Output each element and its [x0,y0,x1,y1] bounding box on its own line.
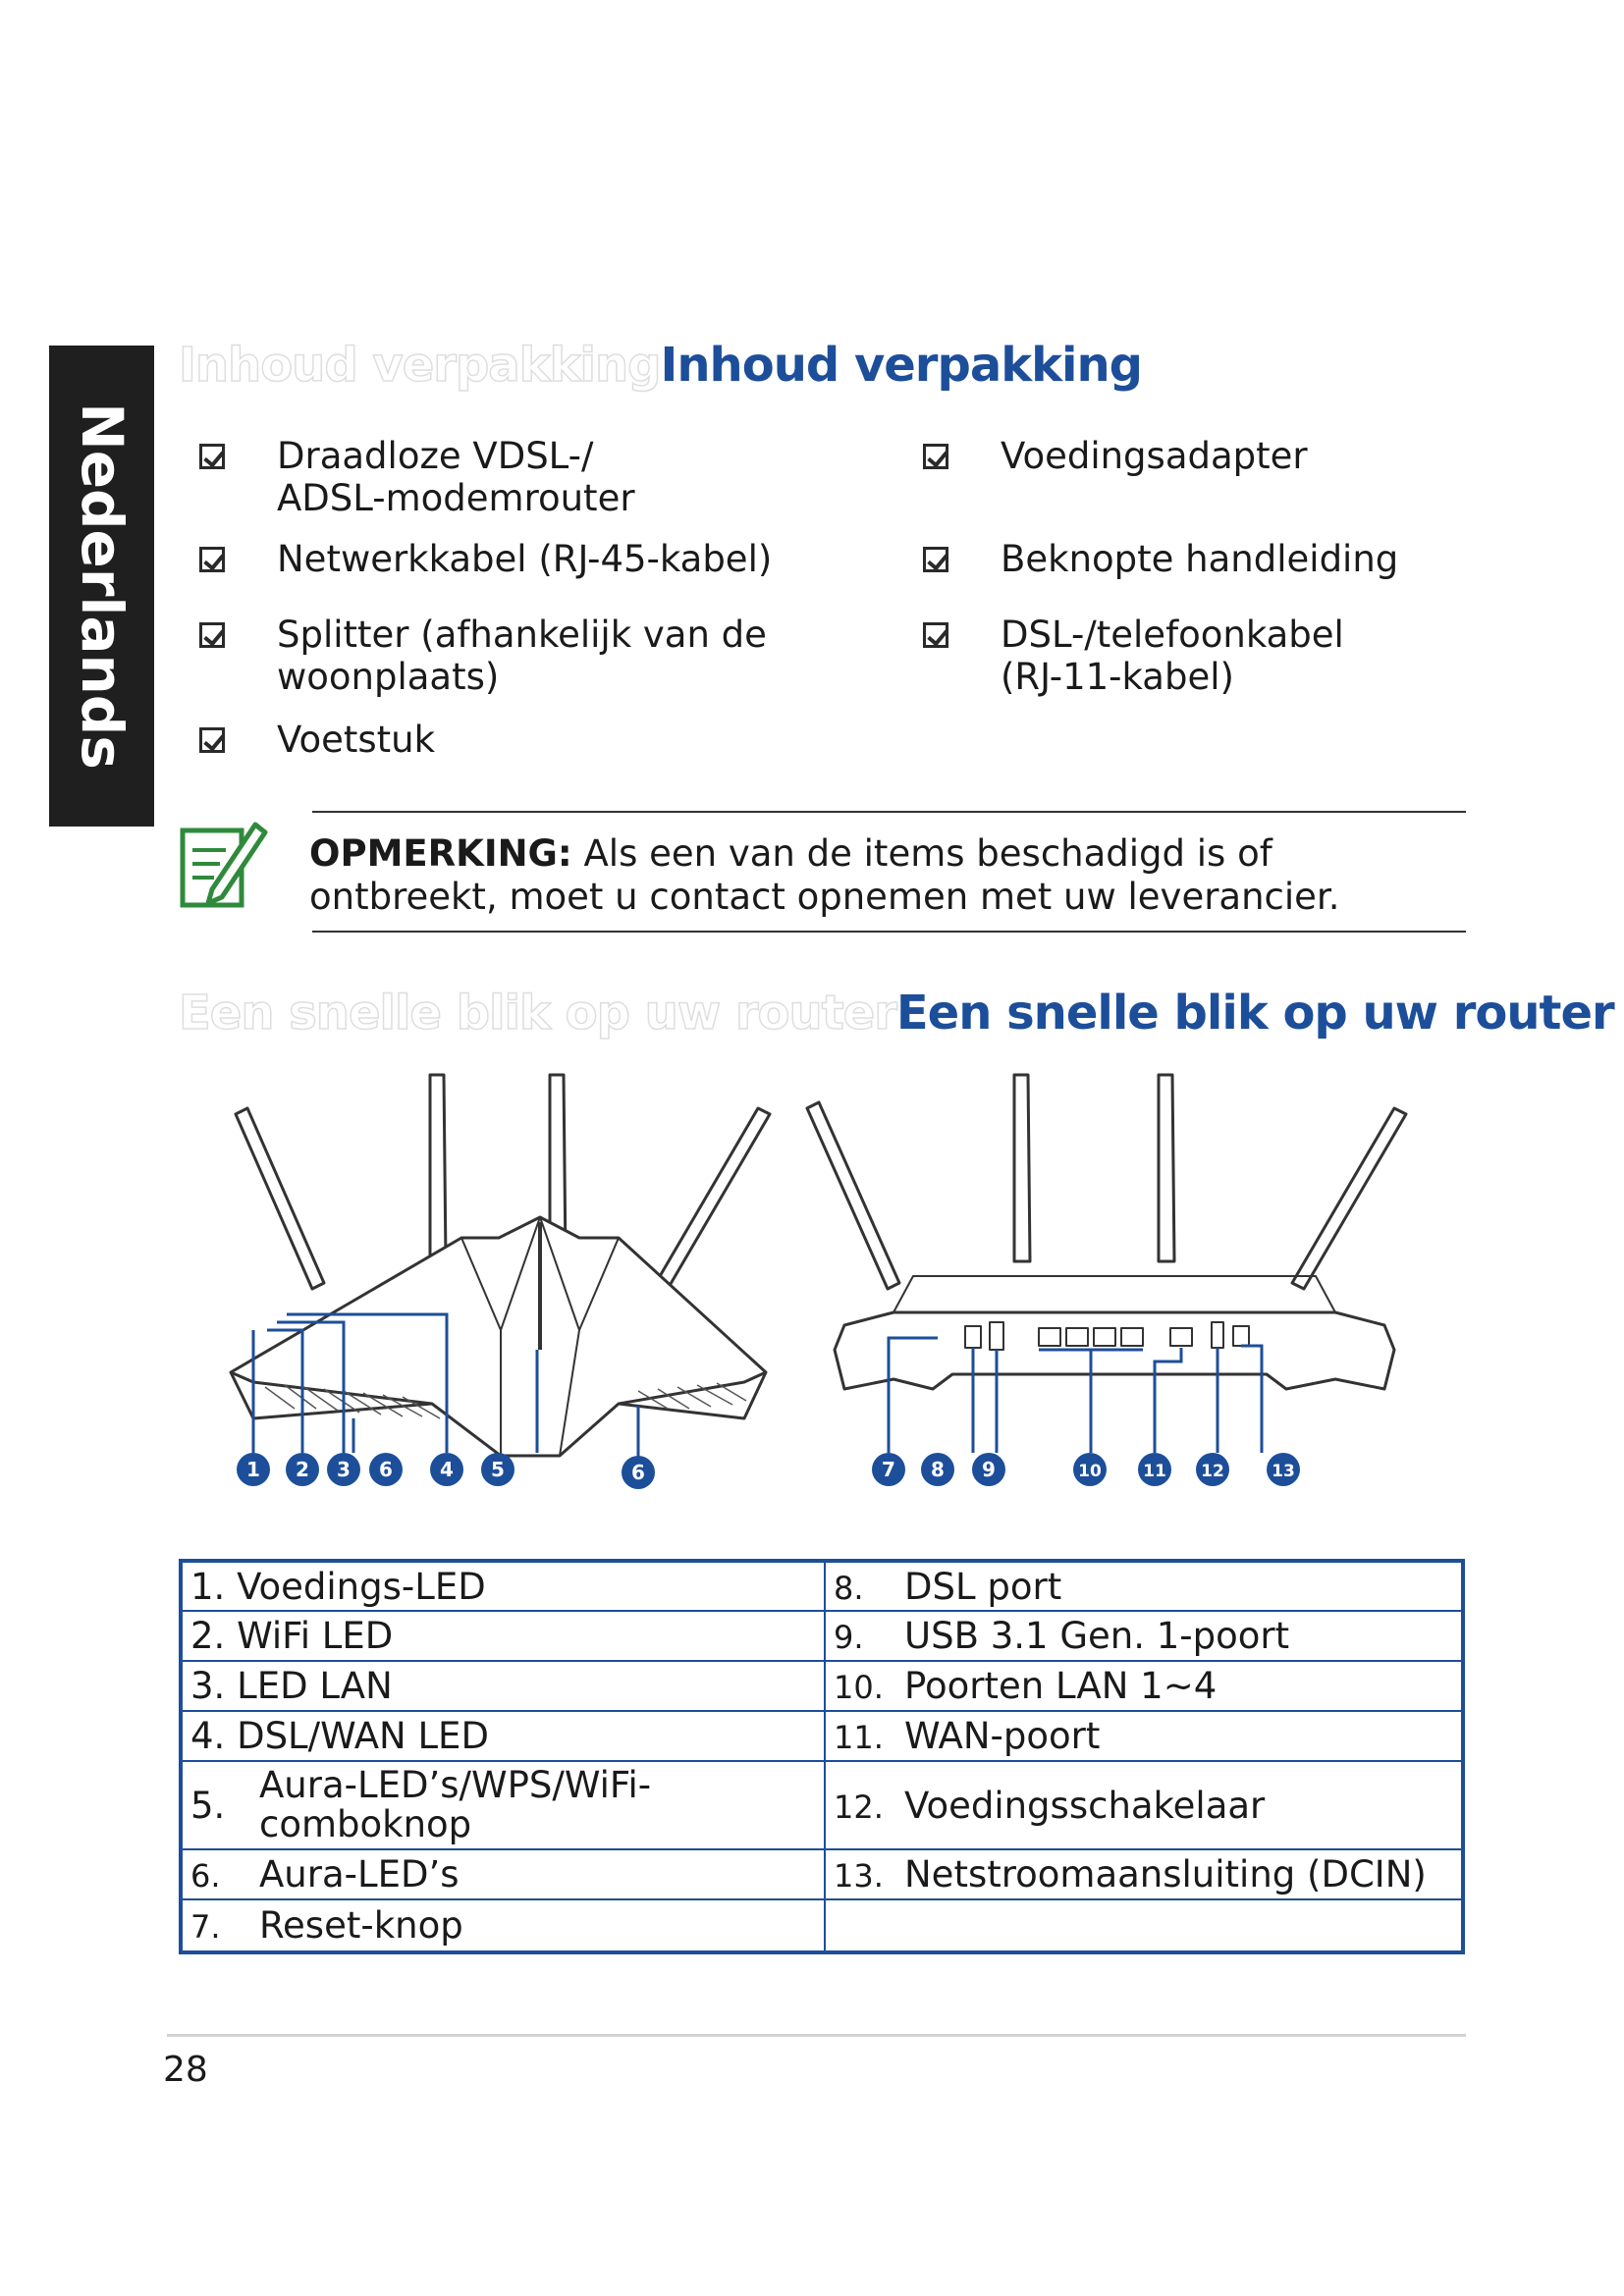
table-row [181,1561,1463,1611]
table-cell: 5. Aura-LED’s/WPS/WiFi- comboknop [181,1761,825,1849]
router-diagram [206,1065,1434,1517]
package-item-label: Splitter (afhankelijk van de woonplaats) [277,614,767,698]
table-row [181,1611,1463,1661]
callout-badge [972,1453,1005,1486]
checked-box-icon [199,547,225,572]
checked-box-icon [199,622,225,648]
table-cell: 13. Netstroomaansluiting (DCIN) [825,1849,1463,1899]
router-rear-view [807,1075,1406,1389]
package-item [923,435,1308,477]
package-item-label: Voetstuk [277,719,436,761]
note-label: OPMERKING: [309,832,572,875]
table-cell: 12. Voedingsschakelaar [825,1761,1463,1849]
antenna [430,1075,446,1261]
callout-badge [1138,1453,1171,1486]
table-cell: 4. DSL/WAN LED [181,1711,825,1761]
table-cell: 9. USB 3.1 Gen. 1-poort [825,1611,1463,1661]
svg-text:5: 5 [491,1458,505,1481]
heading-text: Een snelle blik op uw router [895,986,1614,1041]
checked-box-icon [199,444,225,469]
callout-badge [369,1453,403,1486]
footer-divider [167,2034,1466,2037]
package-item-label: DSL-/telefoonkabel (RJ-11-kabel) [1001,614,1344,698]
page-number: 28 [163,2050,208,2090]
note-divider-bottom [312,931,1466,933]
checked-box-icon [923,547,948,572]
table-cell [825,1899,1463,1952]
antenna [656,1108,770,1289]
note-divider-top [312,811,1466,813]
callout-badge [327,1453,360,1486]
antenna [1014,1075,1030,1261]
callout-badges [237,1453,1300,1489]
table-cell: 7. Reset-knop [181,1899,825,1952]
callout-badge [1267,1453,1300,1486]
table-row [181,1899,1463,1952]
callout-badge [872,1453,905,1486]
svg-text:3: 3 [337,1458,351,1481]
component-table [179,1559,1465,1954]
svg-text:1: 1 [246,1458,260,1481]
heading-ghost-text: Inhoud verpakking [179,338,661,393]
svg-text:7: 7 [882,1458,895,1481]
package-item-label: Beknopte handleiding [1001,538,1399,580]
table-cell: 11. WAN-poort [825,1711,1463,1761]
table-row [181,1849,1463,1899]
package-item-label: Draadloze VDSL-/ ADSL-modemrouter [277,435,635,519]
table-row [181,1711,1463,1761]
package-item [923,538,1398,580]
svg-text:10: 10 [1078,1462,1102,1481]
antenna [1159,1075,1174,1261]
note-body: Als een van de items beschadigd is of ontbreekt, moet u contact opnemen met uw leverancier. [309,832,1340,918]
table-cell: 1. Voedings-LED [181,1561,825,1611]
antenna [1292,1108,1406,1289]
table-cell: 3. LED LAN [181,1661,825,1711]
svg-text:11: 11 [1143,1462,1166,1481]
callout-badge [1073,1453,1107,1486]
svg-text:6: 6 [379,1458,393,1481]
callout-badge [430,1453,463,1486]
svg-text:4: 4 [440,1458,454,1481]
checked-box-icon [199,727,225,753]
section-heading-overview [179,986,1614,1041]
package-item [199,538,772,580]
table-row [181,1661,1463,1711]
svg-text:13: 13 [1272,1462,1295,1481]
svg-text:9: 9 [982,1458,996,1481]
callout-badge [622,1456,655,1489]
side-tab-label: Nederlands [68,402,135,770]
callout-badge [237,1453,270,1486]
package-item [199,435,635,519]
callout-badge [286,1453,319,1486]
package-item [923,614,1344,698]
note-text [309,832,1468,919]
antenna [236,1108,324,1289]
antenna [807,1102,899,1289]
svg-text:12: 12 [1201,1462,1224,1481]
table-cell: 2. WiFi LED [181,1611,825,1661]
section-heading-contents [179,338,1143,393]
callout-badge [921,1453,954,1486]
heading-ghost-text: Een snelle blik op uw router [179,986,896,1041]
checked-box-icon [923,444,948,469]
callout-badge [481,1453,514,1486]
package-item-label: Voedingsadapter [1001,435,1308,477]
package-item-label: Netwerkkabel (RJ-45-kabel) [277,538,773,580]
language-side-tab [49,346,154,827]
checked-box-icon [923,622,948,648]
table-row [181,1761,1463,1849]
package-item [199,614,767,698]
table-cell: 8. DSL port [825,1561,1463,1611]
callout-badge [1196,1453,1229,1486]
svg-text:6: 6 [631,1461,645,1484]
router-front-view [231,1075,770,1456]
note-pencil-icon [177,817,269,911]
table-cell: 6. Aura-LED’s [181,1849,825,1899]
heading-text: Inhoud verpakking [660,338,1143,393]
table-cell: 10. Poorten LAN 1~4 [825,1661,1463,1711]
svg-text:8: 8 [931,1458,945,1481]
svg-text:2: 2 [296,1458,309,1481]
package-item [199,719,435,761]
